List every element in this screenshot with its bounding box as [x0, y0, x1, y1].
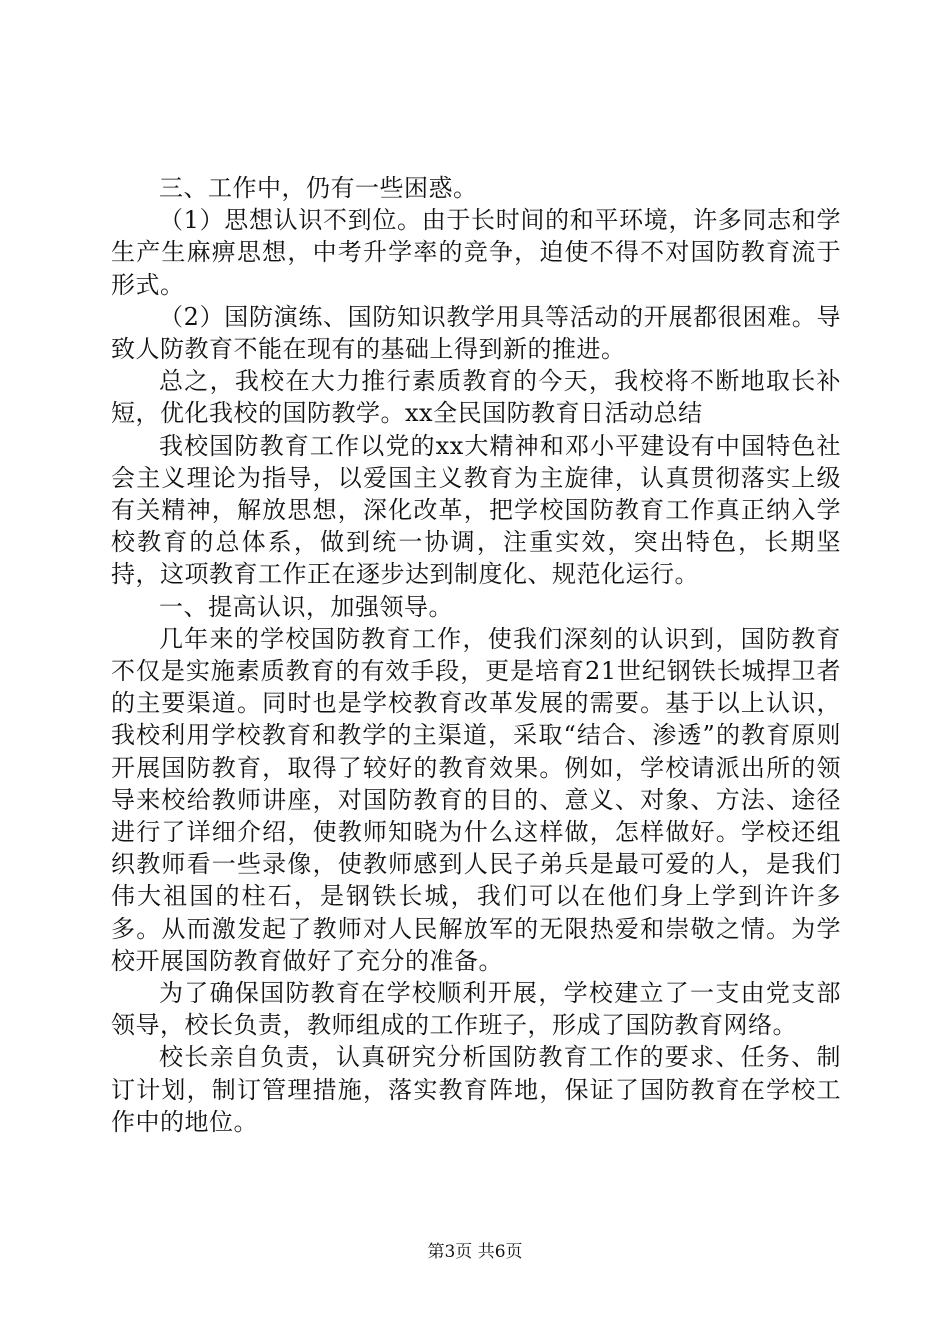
paragraph: （1）思想认识不到位。由于长时间的和平环境，许多同志和学生产生麻痹思想，中考升学率的竞争，迫使不得不对国防教育流于形式。 [111, 206, 841, 299]
paragraph: 校长亲自负责，认真研究分析国防教育工作的要求、任务、制订计划，制订管理措施，落实教育阵地，保证了国防教育在学校工作中的地位。 [111, 1043, 841, 1136]
paragraph: 为了确保国防教育在学校顺利开展，学校建立了一支由党支部领导，校长负责，教师组成的工作班子，形成了国防教育网络。 [111, 979, 841, 1040]
paragraph: （2）国防演练、国防知识教学用具等活动的开展都很困难。导致人防教育不能在现有的基础上得到新的推进。 [111, 302, 841, 364]
paragraph: 几年来的学校国防教育工作，使我们深刻的认识到，国防教育不仅是实施素质教育的有效手段，更是培育21世纪钢铁长城捍卫者的主要渠道。同时也是学校教育改革发展的需要。基于以上认识，我校利用学校教育和教学的主渠道，采取“结合、渗透”的教育原则开展国防教育，取得了较好的教育效果。例如，学校请派出所的领导来校给教师讲座，对国防教育的目的、意义、对象、方法、途径进行了详细介绍，使教师知晓为什么这样做，怎样做好。学校还组织教师看一些录像，使教师感到人民子弟兵是最可爱的人，是我们伟大祖国的柱石，是钢铁长城，我们可以在他们身上学到许许多多。从而激发起了教师对人民解放军的无限热爱和崇敬之情。为学校开展国防教育做好了充分的准备。 [111, 624, 841, 975]
page-number-footer: 第3页 共6页 [427, 1242, 523, 1262]
section-heading-1: 一、提高认识，加强领导。 [159, 592, 453, 621]
document-body [111, 172, 841, 1138]
paragraph: 我校国防教育工作以党的xx大精神和邓小平建设有中国特色社会主义理论为指导，以爱国主义教育为主旋律，认真贯彻落实上级有关精神，解放思想，深化改革，把学校国防教育工作真正纳入学校教育的总体系，做到统一协调，注重实效，突出特色，长期坚持，这项教育工作正在逐步达到制度化、规范化运行。 [111, 431, 841, 589]
paragraph: 总之，我校在大力推行素质教育的今天，我校将不断地取长补短，优化我校的国防教学。xx全民国防教育日活动总结 [111, 367, 841, 428]
section-heading-3: 三、工作中，仍有一些困惑。 [159, 174, 478, 202]
